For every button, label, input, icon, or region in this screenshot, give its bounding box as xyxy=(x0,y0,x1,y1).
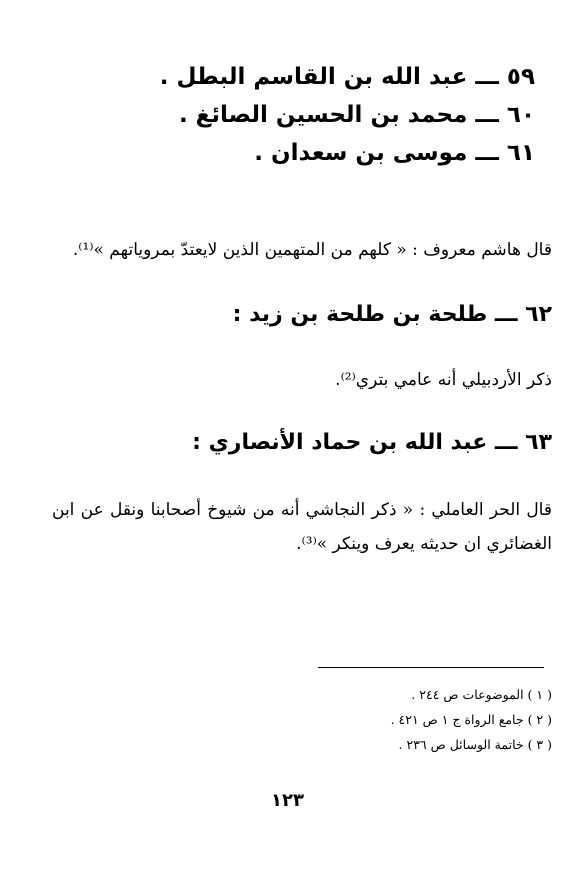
footnote-divider xyxy=(318,667,544,668)
footnote-1: ( ١ ) الموضوعات ص ٢٤٤ . xyxy=(411,687,552,702)
footnote-2: ( ٢ ) جامع الرواة ج ١ ص ٤٢١ . xyxy=(390,712,552,727)
paragraph-entry-63: قال الحر العاملي : « ذكر النجاشي أنه من شيوخ أصحابنا ونقل عن ابن الغضائري ان حديثه يعرف وينكر »⁽³⁾. xyxy=(52,500,552,554)
heading-entry-62: ٦٢ ـــ طلحة بن طلحة بن زيد : xyxy=(232,302,552,327)
quote-hashem-maruf: قال هاشم معروف : « كلهم من المتهمين الذين لايعتدّ بمروياتهم »⁽¹⁾. xyxy=(72,240,552,260)
page-number: ١٢٣ xyxy=(271,790,304,811)
text-entry-62: ذكر الأردبيلي أنه عامي بتري⁽²⁾. xyxy=(335,370,552,390)
list-entry-60: ٦٠ ـــ محمد بن الحسين الصائغ . xyxy=(178,102,535,128)
list-entry-59: ٥٩ ـــ عبد الله بن القاسم البطل . xyxy=(159,64,535,90)
footnote-3: ( ٣ ) خاتمة الوسائل ص ٢٣٦ . xyxy=(398,737,552,752)
list-entry-61: ٦١ ـــ موسى بن سعدان . xyxy=(254,140,535,166)
heading-entry-63: ٦٣ ـــ عبد الله بن حماد الأنصاري : xyxy=(192,430,552,455)
